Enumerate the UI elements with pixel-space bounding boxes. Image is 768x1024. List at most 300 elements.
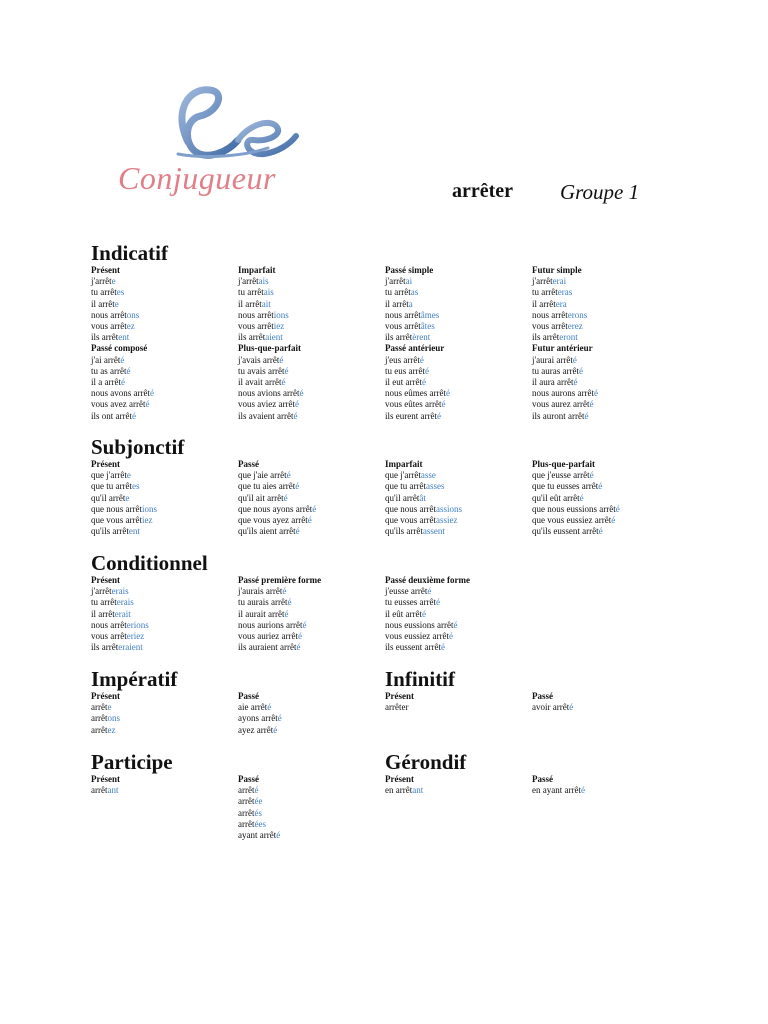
conjugation-stem: nous avions arrêt [238,388,300,399]
tense-title: Plus-que-parfait [532,459,595,469]
conjugation-stem: il arrêt [91,298,115,309]
conjugation-ending: é [419,354,424,365]
tense-title: Passé deuxième forme [385,575,470,585]
conjugation-ending: ions [141,503,157,514]
conjugation-ending: é [149,388,154,399]
conjugation-line [238,785,385,796]
conjugation-line [385,702,532,713]
conjugation-stem: il aurait arrêt [238,608,285,619]
tense-title: Plus-que-parfait [238,343,301,354]
conjugation-line [238,470,385,481]
conjugation-stem: vous aviez arrêt [238,399,295,410]
conjugation-line [385,642,532,653]
tense-block [385,459,532,537]
tense-title: Futur antérieur [532,343,593,354]
tense-grid [91,459,691,537]
conjugation-ending: es [131,481,140,492]
conjugation-line [91,515,238,526]
conjugation-ending: aient [265,332,283,343]
conjugation-stem: qu'il arrêt [385,492,420,503]
conjugation-stem: vous arrêt [385,321,421,332]
conjugation-line [385,321,532,332]
le-script-logo-mark [118,82,300,162]
le-conjugueur-logo [118,82,300,200]
conjugation-ending: é [598,481,603,492]
conjugation-ending: é [281,377,286,388]
conjugation-ending: é [284,365,289,376]
conjugation-line [238,830,385,841]
conjugation-ending: é [436,410,441,421]
conjugation-stem: tu arrêt [238,287,264,298]
conjugation-line [532,493,679,504]
conjugation-stem: j'arrêt [532,276,553,287]
conjugation-line [238,366,385,377]
conjugation-ending: e [125,492,130,503]
conjugation-stem: que tu aies arrêt [238,481,296,492]
conjugation-line [238,702,385,713]
conjugation-ending: é [295,526,300,537]
tense-block [91,575,238,653]
conjugation-stem: que vous arrêt [385,515,436,526]
tense-title: Passé [238,691,259,701]
tense-block [385,343,532,421]
conjugation-line [385,276,532,287]
conjugation-stem: qu'il ait arrêt [238,492,284,503]
conjugation-line [91,526,238,537]
verb-group: Groupe 1 [560,180,640,204]
conjugation-line [91,399,238,410]
tense-title: Passé [238,459,259,469]
conjugation-ending: as [410,287,419,298]
conjugation-line [532,366,679,377]
conjugation-line [91,276,238,287]
conjugation-line [238,515,385,526]
conjugation-stem: nous aurions arrêt [238,619,303,630]
conjugation-line [91,470,238,481]
conjugation-line [91,332,238,343]
conjugation-ending: é [421,608,426,619]
conjugation-stem: arrêt [91,713,108,724]
conjugation-stem: j'eus arrêt [385,354,420,365]
tense-block [385,691,532,713]
tense-block [532,343,679,421]
conjugation-line [385,377,532,388]
conjugation-ending: é [145,399,150,410]
conjugation-line [385,620,532,631]
conjugation-ending: ez [126,321,135,332]
mood-infinitif [385,667,679,713]
conjugation-stem: ils eurent arrêt [385,410,437,421]
logo-wordmark: Conjugueur [118,160,276,196]
conjugation-stem: ils avaient arrêt [238,410,294,421]
conjugation-stem: vous arrêt [532,321,568,332]
conjugation-ending: é [296,642,301,653]
conjugation-line [91,702,238,713]
conjugation-line [238,332,385,343]
conjugation-line [532,332,679,343]
conjugation-ending: é [277,713,282,724]
conjugation-stem: il a arrêt [91,377,121,388]
conjugation-ending: ons [126,309,140,320]
tense-block [238,459,385,537]
conjugation-ending: é [435,597,440,608]
conjugation-ending: ons [107,713,120,724]
conjugation-stem: ayons arrêt [238,713,278,724]
conjugation-ending: é [453,619,458,630]
conjugation-ending: é [254,785,259,796]
conjugation-stem: nous aurons arrêt [532,388,594,399]
conjugation-stem: ils arrêt [532,332,560,343]
conjugation-line [532,481,679,492]
conjugation-ending: é [279,354,284,365]
conjugation-line [532,411,679,422]
conjugation-ending: eront [559,332,578,343]
conjugation-stem: nous eûmes arrêt [385,388,446,399]
conjugation-line [91,597,238,608]
tense-block [91,774,238,841]
conjugation-stem: il arrêt [238,298,262,309]
conjugation-ending: é [440,642,445,653]
conjugation-ending: erions [126,619,149,630]
mood-title: Indicatif [91,241,169,265]
conjugation-ending: é [283,492,288,503]
conjugation-line [532,785,679,796]
conjugation-line [238,355,385,366]
conjugation-ending: èrent [412,332,431,343]
conjugation-line [532,355,679,366]
conjugation-line [532,702,679,713]
conjugation-stem: nous avons arrêt [91,388,150,399]
conjugation-stem: nous arrêt [238,309,274,320]
conjugation-line [385,515,532,526]
conjugation-stem: nous eussions arrêt [385,619,454,630]
tense-block [238,343,385,421]
tense-title: Passé première forme [238,575,322,585]
conjugation-ending: é [297,631,302,642]
conjugation-stem: j'aurais arrêt [238,586,283,597]
conjugation-ending: és [254,807,262,818]
conjugation-stem: vous auriez arrêt [238,631,298,642]
mood-title: Gérondif [385,750,467,774]
conjugation-ending: asses [425,481,445,492]
conjugation-ending: é [569,702,574,713]
conjugation-stem: arrêt [238,818,255,829]
conjugation-line [238,796,385,807]
conjugation-stem: ils auraient arrêt [238,642,297,653]
conjugation-ending: erez [567,321,583,332]
conjugation-ending: é [294,399,299,410]
conjugation-line [238,276,385,287]
conjugation-line [238,287,385,298]
conjugation-stem: arrêt [91,702,108,713]
conjugation-stem: que nous arrêt [91,503,142,514]
conjugation-stem: que j'aie arrêt [238,470,287,481]
conjugation-stem: j'arrêt [385,276,406,287]
conjugation-ending: ait [261,298,271,309]
conjugation-ending: é [276,830,281,841]
tense-grid [91,575,691,653]
conjugation-ending: é [302,619,307,630]
conjugation-line [238,819,385,830]
conjugation-ending: é [307,515,312,526]
conjugation-line [91,287,238,298]
conjugation-stem: que tu arrêt [385,481,426,492]
conjugation-stem: aie arrêt [238,702,268,713]
conjugation-line [532,470,679,481]
conjugation-stem: qu'ils arrêt [385,526,423,537]
conjugation-ending: âtes [420,321,435,332]
conjugation-stem: nous arrêt [91,309,127,320]
conjugation-ending: é [132,410,136,421]
conjugation-line [385,493,532,504]
conjugation-stem: tu as arrêt [91,365,127,376]
conjugation-stem: qu'ils aient arrêt [238,526,296,537]
conjugation-stem: arrêt [238,796,255,807]
conjugation-ending: é [448,631,453,642]
tense-block [91,265,238,343]
conjugation-line [238,725,385,736]
conjugation-line [385,388,532,399]
conjugation-line [532,526,679,537]
conjugation-line [385,332,532,343]
conjugation-ending: eras [557,287,573,298]
conjugation-ending: erais [111,586,129,597]
conjugation-line [91,366,238,377]
conjugation-line [91,481,238,492]
conjugation-line [238,299,385,310]
conjugation-stem: ils arrêt [385,332,413,343]
conjugation-line [385,586,532,597]
conjugation-stem: tu aurais arrêt [238,597,288,608]
tense-grid [385,691,679,713]
conjugation-ending: ais [258,276,269,287]
conjugation-line [238,310,385,321]
conjugation-line [385,470,532,481]
tense-grid [91,691,385,736]
conjugation-stem: ils arrêt [238,332,266,343]
conjugation-ending: é [593,388,598,399]
conjugation-stem: vous aurez arrêt [532,399,590,410]
conjugation-line [238,388,385,399]
tense-block [238,575,385,653]
conjugation-stem: qu'ils eussent arrêt [532,526,599,537]
conjugation-line [532,299,679,310]
conjugation-line [532,310,679,321]
mood-title: Participe [91,750,173,774]
conjugation-ending: e [114,298,119,309]
conjugation-ending: es [116,287,125,298]
conjugation-ending: assent [422,526,445,537]
conjugation-ending: é [312,503,317,514]
mood-participe [91,750,385,841]
conjugation-line [238,526,385,537]
conjugation-line [91,504,238,515]
conjugation-ending: iez [141,515,153,526]
conjugation-ending: é [273,724,278,735]
conjugation-line [238,399,385,410]
conjugation-line [238,609,385,620]
tense-title: Présent [385,691,414,701]
conjugation-line [532,388,679,399]
conjugation-ending: é [293,410,298,421]
mood-gerondif [385,750,679,796]
conjugation-stem: j'avais arrêt [238,354,280,365]
tense-title: Présent [385,774,414,784]
conjugation-stem: que vous arrêt [91,515,142,526]
conjugation-ending: é [441,399,446,410]
conjugation-stem: tu eusses arrêt [385,597,436,608]
tense-grid [385,774,679,796]
tense-title: Présent [91,575,120,585]
mood-conditionnel [91,551,691,653]
conjugation-ending: ant [107,785,119,796]
conjugation-stem: tu arrêt [385,287,411,298]
conjugation-line [91,299,238,310]
tense-title: Passé simple [385,265,434,275]
conjugation-ending: erai [552,276,567,287]
conjugation-ending: a [408,298,413,309]
conjugation-ending: ions [273,309,289,320]
conjugation-line [91,388,238,399]
conjugation-line [91,642,238,653]
conjugation-stem: nous arrêt [532,309,568,320]
conjugation-stem: vous arrêt [238,321,274,332]
conjugation-line [385,785,532,796]
conjugation-stem: vous eussiez arrêt [385,631,449,642]
mood-title: Infinitif [385,667,456,691]
conjugation-line [532,377,679,388]
conjugation-line [91,355,238,366]
conjugation-ending: é [421,377,426,388]
tense-title: Présent [91,459,120,469]
conjugation-stem: que nous ayons arrêt [238,503,313,514]
conjugation-ending: é [427,586,432,597]
conjugation-line [238,493,385,504]
conjugation-stem: il arrêt [385,298,409,309]
tense-title: Futur simple [532,265,582,275]
tense-block [532,774,679,796]
conjugation-stem: il arrêt [91,608,115,619]
conjugation-line [238,504,385,515]
conjugation-ending: é [284,608,289,619]
conjugation-line [238,620,385,631]
conjugation-ending: ent [128,526,140,537]
conjugation-ending: e [107,702,112,713]
conjugation-line [238,642,385,653]
tense-title: Présent [91,265,120,275]
conjugation-ending: é [580,785,585,796]
conjugation-stem: j'aurai arrêt [532,354,573,365]
conjugation-ending: é [282,586,287,597]
tense-block [238,774,385,841]
conjugation-line [91,377,238,388]
conjugation-line [532,321,679,332]
conjugation-line [91,321,238,332]
conjugation-stem: arrêter [385,702,409,713]
conjugation-line [385,481,532,492]
conjugation-ending: erons [567,309,588,320]
conjugation-ending: é [286,470,291,481]
conjugation-line [91,620,238,631]
conjugation-stem: arrêt [238,785,255,796]
conjugation-ending: é [573,377,578,388]
mood-title: Impératif [91,667,178,691]
conjugation-ending: erais [116,597,134,608]
tense-title: Présent [91,691,120,701]
conjugation-line [532,276,679,287]
conjugation-stem: il aura arrêt [532,377,574,388]
conjugation-stem: j'arrêt [238,276,259,287]
mood-subjonctif [91,435,691,537]
tense-block [91,459,238,537]
tense-title: Passé [532,774,553,784]
conjugation-stem: ils auront arrêt [532,410,585,421]
conjugation-stem: tu auras arrêt [532,365,579,376]
conjugation-line [91,586,238,597]
conjugation-stem: que j'arrêt [385,470,421,481]
tense-block [385,265,532,343]
conjugation-stem: il eut arrêt [385,377,422,388]
conjugation-line [385,399,532,410]
conjugation-ending: era [555,298,567,309]
conjugation-stem: tu arrêt [532,287,558,298]
conjugation-line [238,321,385,332]
tense-title: Imparfait [238,265,276,275]
conjugation-ending: é [287,597,292,608]
conjugation-stem: tu eus arrêt [385,365,425,376]
conjugation-line [532,287,679,298]
conjugation-ending: eraient [118,642,143,653]
tense-block [91,343,238,421]
conjugation-stem: que vous eussiez arrêt [532,515,612,526]
conjugation-stem: que tu arrêt [91,481,132,492]
conjugation-line [238,597,385,608]
conjugation-ending: ai [405,276,413,287]
conjugation-line [385,504,532,515]
conjugation-ending: ât [419,492,426,503]
conjugation-ending: ée [254,796,263,807]
tense-title: Imparfait [385,459,423,469]
conjugation-ending: e [111,276,116,287]
conjugation-line [238,481,385,492]
conjugation-stem: ils arrêt [91,332,119,343]
conjugation-stem: nous arrêt [385,309,421,320]
tense-block [238,265,385,343]
conjugation-ending: ant [412,785,424,796]
conjugation-line [532,515,679,526]
mood-imperatif [91,667,385,736]
tense-block [385,575,532,653]
conjugation-line [91,310,238,321]
conjugation-stem: que tu eusses arrêt [532,481,599,492]
conjugation-line [91,713,238,724]
tense-block [238,691,385,736]
conjugation-line [91,785,238,796]
tense-block [532,265,679,343]
conjugation-stem: j'arrêt [91,276,112,287]
tense-block [385,774,532,796]
conjugation-line [91,725,238,736]
mood-indicatif [91,241,691,422]
conjugation-stem: tu arrêt [91,287,117,298]
conjugation-ending: é [572,354,577,365]
conjugation-stem: j'ai arrêt [91,354,121,365]
conjugation-line [238,411,385,422]
tense-grid [91,265,691,422]
conjugation-stem: que vous ayez arrêt [238,515,308,526]
tense-grid [91,774,385,841]
conjugation-stem: il eût arrêt [385,608,422,619]
